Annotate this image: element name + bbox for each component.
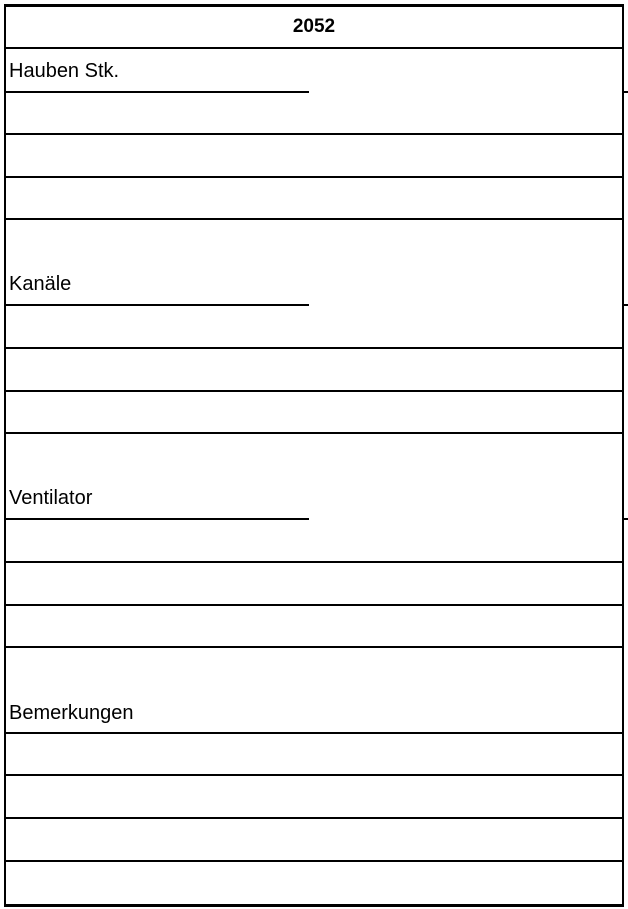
margin-tick	[624, 518, 628, 520]
label-underline-hauben	[4, 91, 309, 93]
label-underline-ventilator	[4, 518, 309, 520]
right-border	[622, 4, 624, 906]
section-label-hauben: Hauben Stk.	[9, 60, 120, 82]
row-line	[4, 347, 624, 349]
header-year: 2052	[292, 15, 336, 37]
bottom-border	[4, 904, 624, 907]
section-label-kanaele: Kanäle	[9, 273, 72, 295]
row-line	[4, 133, 624, 135]
section-divider	[4, 432, 624, 434]
row-line	[4, 390, 624, 392]
section-label-ventilator: Ventilator	[9, 487, 93, 509]
row-line	[4, 774, 624, 776]
margin-tick	[624, 304, 628, 306]
section-divider	[4, 218, 624, 220]
row-line	[4, 817, 624, 819]
row-line	[4, 604, 624, 606]
section-divider	[4, 646, 624, 648]
row-line	[4, 732, 624, 734]
left-border	[4, 4, 6, 906]
label-underline-kanaele	[4, 304, 309, 306]
section-label-bemerkungen: Bemerkungen	[9, 702, 134, 724]
row-line	[4, 561, 624, 563]
row-line	[4, 176, 624, 178]
row-line	[4, 860, 624, 862]
margin-tick	[624, 91, 628, 93]
header-divider	[4, 47, 624, 49]
